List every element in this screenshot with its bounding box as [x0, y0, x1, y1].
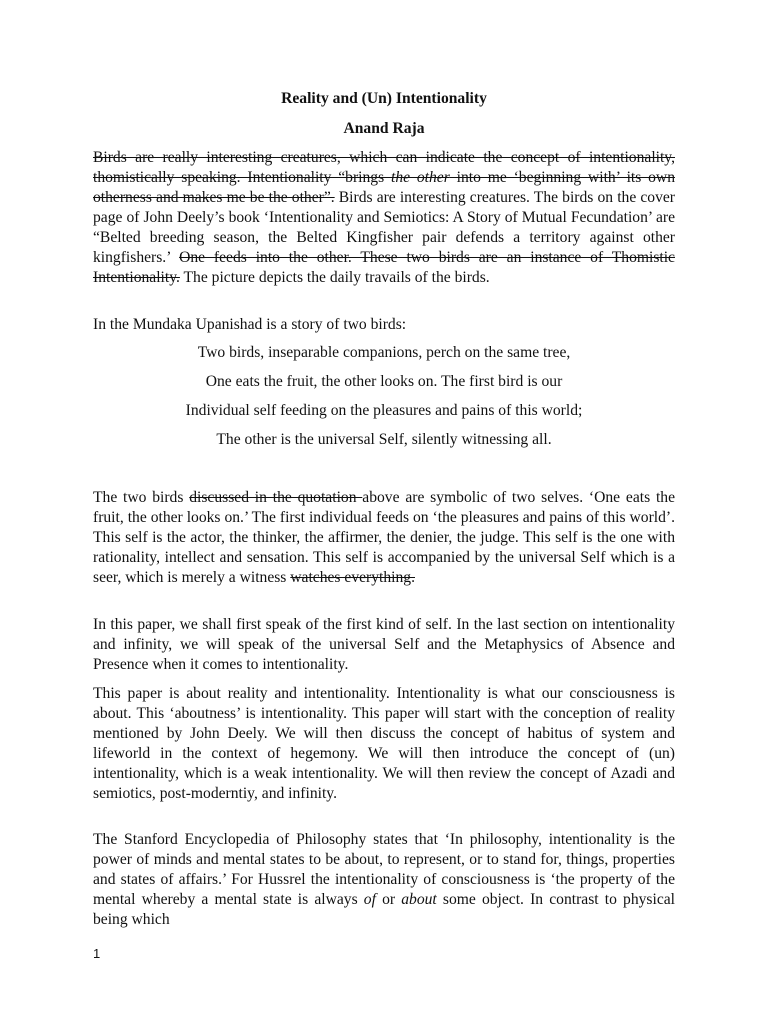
struck-text: watches everything. — [290, 569, 415, 586]
paragraph-paper-plan: In this paper, we shall first speak of the first kind of self. In the last section on intentionality and infinity, we will speak of the universal Self and the Metaphysics of Absence and Presence when it comes to intentionality. — [93, 616, 675, 673]
document-title: Reality and (Un) Intentionality — [281, 90, 487, 107]
quote-line-2: One eats the fruit, the other looks on. The first bird is our — [205, 373, 563, 390]
quote-line-3: Individual self feeding on the pleasures and pains of this world; — [185, 402, 583, 419]
quote-line-4: The other is the universal Self, silently witnessing all. — [216, 431, 552, 448]
struck-text: discussed in the quotation — [189, 489, 363, 506]
paragraph-mundaka: In the Mundaka Upanishad is a story of two birds: — [93, 316, 407, 333]
paragraph-birds-intro: Birds are really interesting creatures, which can indicate the concept of intentionality, thomistically speaking. Intentionality “brings the other into me ‘beginning with’ its own otherness and makes me be the other”. Birds are interesting creatures. The birds on the cover page of John Deely’s book ‘Intentionality and Semiotics: A Story of Mutual Fecundation’ are “Belted breeding season, the Belted Kingfisher pair defends a territory against other kingfishers.’ One feeds into the other. These two birds are an instance of Thomistic Intentionality. The picture depicts the daily travails of the birds. — [93, 149, 675, 286]
paragraph-two-selves: The two birds discussed in the quotation above are symbolic of two selves. ‘One eats the fruit, the other looks on.’ The first individual feeds on ‘the pleasures and pains of this world’. This self is the actor, the thinker, the affirmer, the denier, the judge. This self is the one with rationality, intellect and sensation. This self is accompanied by the universal Self which is a seer, which is merely a witness watches everything. — [93, 489, 675, 586]
document-author: Anand Raja — [343, 120, 425, 137]
paragraph-stanford: The Stanford Encyclopedia of Philosophy states that ‘In philosophy, intentionality is the power of minds and mental states to be about, to represent, or to stand for, things, properties and states of affairs.’ For Hussrel the intentionality of consciousness is ‘the property of the mental whereby a mental state is always of or about some object. In contrast to physical being which — [93, 831, 675, 928]
quote-line-1: Two birds, inseparable companions, perch on the same tree, — [197, 344, 571, 361]
struck-text: Birds are really interesting creatures, which can indicate the concept of intentionality, thomistically speaking. Intentionality “brings the other into me ‘beginning with’ its own otherness and makes me be the other”. — [93, 149, 675, 206]
paragraph-reality-intentionality: This paper is about reality and intentionality. Intentionality is what our consciousness is about. This ‘aboutness’ is intentionality. This paper will start with the conception of reality mentioned by John Deely. We will then discuss the concept of habitus of system and lifeworld in the context of hegemony. We will then introduce the concept of (un) intentionality, which is a weak intentionality. We will then review the concept of Azadi and semiotics, post-moderntiy, and infinity. — [93, 685, 675, 802]
page-number: 1 — [93, 946, 101, 961]
struck-text: One feeds into the other. These two birds are an instance of Thomistic Intentionality. — [93, 249, 675, 286]
